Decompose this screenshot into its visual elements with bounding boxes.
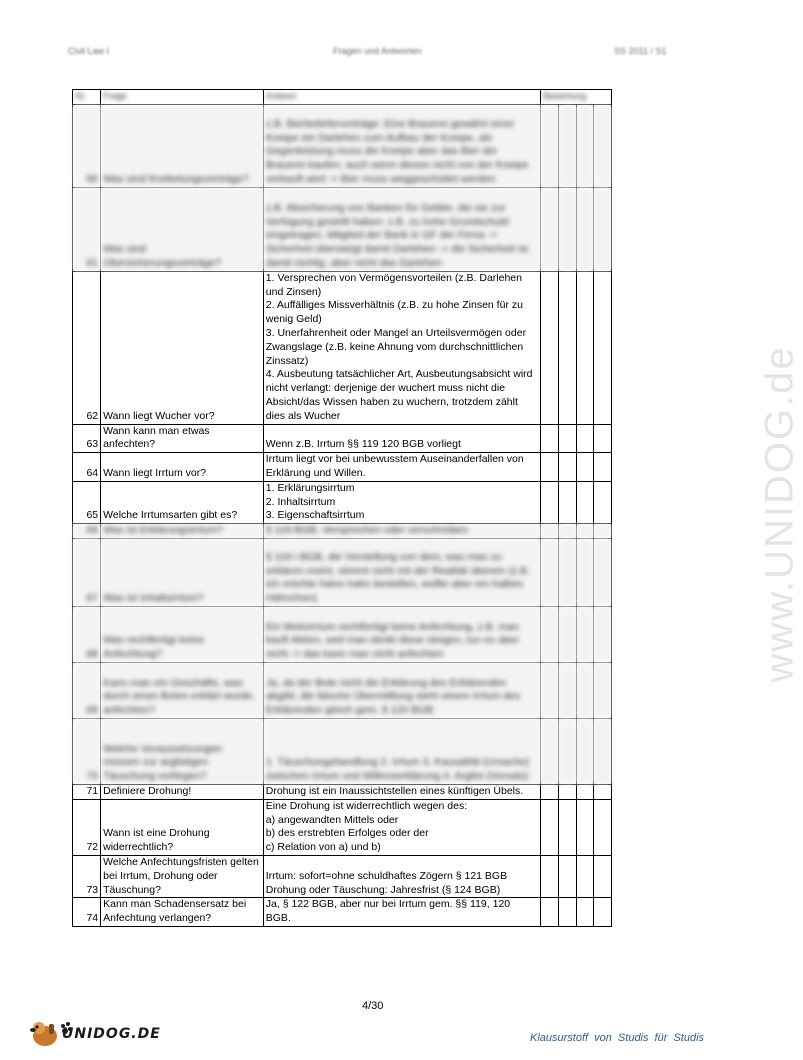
answer-line: Drohung ist ein Inaussichtstellen eines künftigen Übels. [265, 784, 524, 797]
row-antwort: Ja, da der Bote nicht die Erklärung des Erklärenden abgibt, die falsche Übermittlung steht einem Irrtum des Erklärenden gleich gem. § 120 BGB [263, 662, 540, 718]
rating-cell [576, 898, 594, 927]
rating-cell [576, 799, 594, 855]
rating-cell [594, 718, 612, 784]
rating-cell [558, 855, 576, 897]
rating-cell [558, 606, 576, 662]
row-nr: 61 [73, 187, 101, 271]
rating-cell [576, 855, 594, 897]
qa-table [72, 89, 612, 927]
rating-cell [576, 784, 594, 799]
rating-cell [541, 606, 559, 662]
row-frage: Kann man ein Geschäfts, was durch einen Boten erklärt wurde, anfechten? [101, 662, 264, 718]
row-nr: 65 [73, 481, 101, 523]
row-frage: Wann kann man etwas anfechten? [101, 424, 264, 453]
rating-cell [576, 481, 594, 523]
rating-cell [541, 799, 559, 855]
table-row [73, 718, 612, 784]
table-header-row [73, 90, 612, 105]
answer-line: 1. Erklärungsirrtum [265, 481, 355, 494]
row-nr: 70 [73, 718, 101, 784]
rating-cell [594, 271, 612, 424]
rating-cell [576, 606, 594, 662]
table-row [73, 855, 612, 897]
rating-cell [558, 524, 576, 539]
row-frage: Wann ist eine Drohung widerrechtlich? [101, 799, 264, 855]
row-antwort [263, 799, 540, 855]
row-antwort [263, 453, 540, 482]
rating-cell [576, 538, 594, 606]
row-frage: Was ist Erklärungsirrtum? [101, 524, 264, 539]
rating-cell [558, 104, 576, 187]
table-row [73, 104, 612, 187]
row-antwort [263, 784, 540, 799]
answer-line: Eine Drohung ist widerrechtlich wegen des: [265, 799, 468, 812]
visible-rows [73, 271, 612, 523]
rating-cell [594, 799, 612, 855]
row-nr: 72 [73, 799, 101, 855]
rating-cell [541, 524, 559, 539]
rating-cell [558, 662, 576, 718]
answer-line: b) des erstrebten Erfolges oder der [265, 827, 429, 840]
header-left: Civil Law I [68, 46, 110, 56]
footer-slogan: Klausurstoff von Studis für Studis [530, 1032, 705, 1044]
rating-cell [541, 784, 559, 799]
row-frage: Welche Anfechtungsfristen gelten bei Irrtum, Drohung oder Täuschung? [101, 855, 264, 897]
rating-cell [594, 606, 612, 662]
row-nr: 69 [73, 662, 101, 718]
answer-line: 1. Versprechen von Vermögensvorteilen (z.B. Darlehen und Zinsen) [265, 271, 522, 298]
table-row [73, 799, 612, 855]
row-frage: Definiere Drohung! [101, 784, 264, 799]
visible-rows-bottom [73, 784, 612, 926]
col-antwort-header: Antwort [263, 90, 540, 105]
rating-cell [576, 104, 594, 187]
rating-cell [558, 481, 576, 523]
rating-cell [558, 271, 576, 424]
rating-cell [576, 424, 594, 453]
rating-cell [558, 718, 576, 784]
header-right: SS 2011 / S1 [614, 46, 667, 56]
table-row [73, 662, 612, 718]
rating-cell [594, 898, 612, 927]
table-row [73, 481, 612, 523]
table-row [73, 606, 612, 662]
rating-cell [541, 662, 559, 718]
rating-cell [594, 453, 612, 482]
row-frage: Was ist Inhaltsirrtum? [101, 538, 264, 606]
row-frage: Wann liegt Wucher vor? [101, 271, 264, 424]
rating-cell [541, 898, 559, 927]
rating-cell [594, 187, 612, 271]
row-antwort [263, 424, 540, 453]
rating-cell [541, 271, 559, 424]
rating-cell [594, 424, 612, 453]
rating-cell [576, 524, 594, 539]
row-antwort [263, 271, 540, 424]
rating-cell [541, 424, 559, 453]
table-row [73, 784, 612, 799]
page-number: 4/30 [362, 1000, 384, 1012]
row-antwort: z.B. Absicherung von Banken für Gelder, die sie zur Verfügung gestellt haben: z.B. zu hohe Grundschuld eingetragen, Mitglied der Bank in GF der Firma -> Sicherheit übersteigt damit Darlehen -> die Sicherheit ist damit nichtig, aber nicht das Darlehen [263, 187, 540, 271]
row-nr: 74 [73, 898, 101, 927]
row-antwort [263, 898, 540, 927]
answer-line: 2. Auffälliges Missverhältnis (z.B. zu hohe Zinsen für zu wenig Geld) [265, 299, 523, 326]
table-row [73, 538, 612, 606]
rating-cell [558, 453, 576, 482]
row-frage: Was sind Knebelungsverträge? [101, 104, 264, 187]
table-row [73, 187, 612, 271]
row-nr: 64 [73, 453, 101, 482]
rating-cell [541, 718, 559, 784]
answer-line: 4. Ausbeutung tatsächlicher Art, Ausbeutungsabsicht wird nicht verlangt: derjenige der wuchert muss nicht die Absicht/das Wissen haben zu wuchern, trotzdem zählt dies als Wucher [265, 368, 533, 422]
row-frage: Wann liegt Irrtum vor? [101, 453, 264, 482]
rating-cell [541, 855, 559, 897]
row-nr: 63 [73, 424, 101, 453]
rating-cell [558, 187, 576, 271]
row-antwort: Ein Motivirrtum rechtfertigt keine Anfechtung, z.B. man kauft Aktien, weil man denkt diese steigen, tun es aber nicht -> das kann man nicht anfechten [263, 606, 540, 662]
answer-line: Ja, § 122 BGB, aber nur bei Irrtum gem. §§ 119, 120 BGB. [265, 898, 511, 925]
rating-cell [594, 662, 612, 718]
rating-cell [594, 538, 612, 606]
rating-cell [576, 187, 594, 271]
blurred-rows-top [73, 104, 612, 271]
answer-line: 2. Inhaltsirrtum [265, 495, 336, 508]
rating-cell [541, 538, 559, 606]
watermark: www.UNIDOG.de [757, 345, 802, 683]
row-antwort: z.B. Bierbelieferverträge: Eine Brauerei gewährt einer Kneipe ein Darlehen zum Aufbau der Kneipe, als Gegenleistung muss die Kneipe aber das Bier der Brauerei kaufen, auch wenn dieses nicht von der Kneipe verkauft wird -> Bier muss weggeschüttet werden [263, 104, 540, 187]
answer-line: a) angewandten Mittels oder [265, 813, 399, 826]
answer-line: Irrtum liegt vor bei unbewusstem Auseinanderfallen von Erklärung und Willen. [265, 453, 524, 479]
table-row [73, 424, 612, 453]
row-frage: Was sind Übersicherungsverträge? [101, 187, 264, 271]
rating-cell [541, 453, 559, 482]
row-frage: Kann man Schadensersatz bei Anfechtung verlangen? [101, 898, 264, 927]
rating-cell [558, 424, 576, 453]
row-antwort: § 119 I BGB, die Vorstellung von dem, was man zu erklären meint, stimmt nicht mit der Realität überein (z.B. ich möchte halve hahn bestellen, wollte aber ein halbes Hähnchen) [263, 538, 540, 606]
row-nr: 62 [73, 271, 101, 424]
row-antwort [263, 481, 540, 523]
row-frage: Was rechtfertigt keine Anfechtung? [101, 606, 264, 662]
table-row [73, 271, 612, 424]
table-row [73, 453, 612, 482]
answer-line: Drohung oder Täuschung: Jahresfrist (§ 124 BGB) [265, 883, 501, 896]
rating-cell [594, 784, 612, 799]
rating-cell [558, 898, 576, 927]
row-antwort: 1. Täuschungshandlung 2. Irrtum 3. Kausalität (Ursache) zwischen Irrtum und Willenserklärung 4. Arglist (Vorsatz) [263, 718, 540, 784]
answer-line: Wenn z.B. Irrtum §§ 119 120 BGB vorliegt [265, 438, 461, 451]
row-frage: Welche Voraussetzungen müssen zur arglistigen Täuschung vorliegen? [101, 718, 264, 784]
header-center: Fragen und Antworten [333, 46, 422, 56]
blurred-rows-middle [73, 524, 612, 785]
rating-cell [576, 718, 594, 784]
table-row [73, 898, 612, 927]
answer-line: Irrtum: sofort=ohne schuldhaftes Zögern § 121 BGB [265, 869, 508, 882]
rating-cell [541, 481, 559, 523]
answer-line: 3. Eigenschaftsirrtum [265, 509, 365, 522]
col-nr-header: Nr. [73, 90, 101, 105]
answer-line: c) Relation von a) und b) [265, 841, 381, 854]
col-bewertung-header: Bewertung [541, 90, 612, 105]
rating-cell [541, 187, 559, 271]
row-nr: 67 [73, 538, 101, 606]
row-antwort [263, 855, 540, 897]
row-nr: 60 [73, 104, 101, 187]
rating-cell [576, 662, 594, 718]
rating-cell [558, 784, 576, 799]
rating-cell [594, 855, 612, 897]
rating-cell [576, 453, 594, 482]
row-antwort: § 119 BGB, Versprechen oder verschreiben [263, 524, 540, 539]
row-nr: 73 [73, 855, 101, 897]
row-nr: 71 [73, 784, 101, 799]
row-nr: 68 [73, 606, 101, 662]
rating-cell [558, 799, 576, 855]
rating-cell [594, 481, 612, 523]
logo-text: UNIDOG.DE [62, 1026, 161, 1042]
rating-cell [541, 104, 559, 187]
row-nr: 66 [73, 524, 101, 539]
table-row [73, 524, 612, 539]
answer-line: 3. Unerfahrenheit oder Mangel an Urteilsvermögen oder Zwangslage (z.B. keine Ahnung vom durchschnittlichen Zinssatz) [265, 326, 527, 367]
rating-cell [558, 538, 576, 606]
rating-cell [594, 524, 612, 539]
rating-cell [576, 271, 594, 424]
row-frage: Welche Irrtumsarten gibt es? [101, 481, 264, 523]
rating-cell [594, 104, 612, 187]
col-frage-header: Frage [101, 90, 264, 105]
